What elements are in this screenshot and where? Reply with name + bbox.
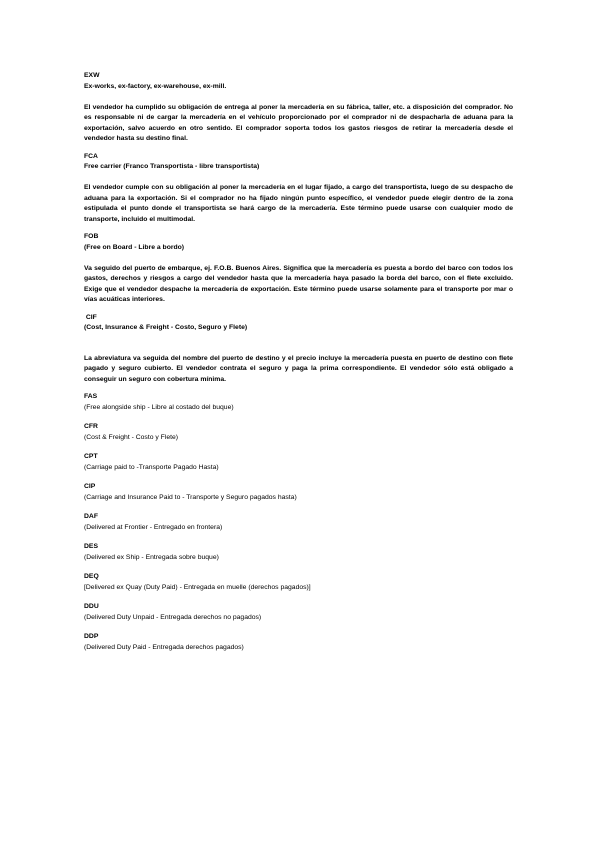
term-desc: (Cost & Freight - Costo y Flete) bbox=[84, 433, 179, 441]
term-desc: [Delivered ex Quay (Duty Paid) - Entregada en muelle (derechos pagados)] bbox=[84, 583, 311, 591]
list-item bbox=[84, 572, 513, 593]
exw-name: Ex-works, ex-factory, ex-warehouse, ex-mill. bbox=[84, 82, 227, 90]
term-code: FAS bbox=[84, 393, 98, 400]
document-page bbox=[84, 71, 513, 662]
fca-body: El vendedor cumple con su obligación al poner la mercadería en el lugar fijado, a cargo del transportista, luego de su despacho de aduana para la exportación. Si el comprador no ha fijado ningún punto específico, el vendedor puede elegir dentro de la zona estipulada el punto donde el transportista se hará cargo de la mercadería. Este término puede usarse con cualquier modo de transporte, incluido el multimodal. bbox=[84, 184, 513, 223]
term-desc: (Delivered Duty Unpaid - Entregada derechos no pagados) bbox=[84, 613, 262, 621]
term-code: CPT bbox=[84, 453, 98, 460]
list-item bbox=[84, 542, 513, 563]
list-item bbox=[84, 512, 513, 533]
term-code: DAF bbox=[84, 513, 98, 520]
term-code: DDU bbox=[84, 603, 99, 610]
cif-name: (Cost, Insurance & Freight - Costo, Seguro y Flete) bbox=[84, 324, 248, 331]
list-item bbox=[84, 422, 513, 443]
fob-name: (Free on Board - Libre a bordo) bbox=[84, 243, 185, 251]
term-desc: (Delivered at Frontier - Entregado en frontera) bbox=[84, 523, 223, 531]
term-code: CIP bbox=[84, 483, 96, 490]
term-code: DDP bbox=[84, 633, 99, 640]
exw-code: EXW bbox=[84, 72, 100, 79]
list-item bbox=[84, 632, 513, 653]
fob-code: FOB bbox=[84, 233, 99, 240]
list-item bbox=[84, 452, 513, 473]
term-desc: (Free alongside ship - Libre al costado del buque) bbox=[84, 403, 234, 411]
term-code: DES bbox=[84, 543, 98, 550]
term-desc: (Carriage paid to -Transporte Pagado Hasta) bbox=[84, 463, 219, 471]
terms-list bbox=[84, 392, 513, 653]
fca-code: FCA bbox=[84, 152, 98, 160]
term-desc: (Carriage and Insurance Paid to - Transporte y Seguro pagados hasta) bbox=[84, 493, 297, 501]
fob-body: Va seguido del puerto de embarque, ej. F.O.B. Buenos Aires. Significa que la mercadería es puesta a bordo del barco con todos los gastos, derechos y riesgos a cargo del vendedor hasta que la mercadería haya pasado la borda del barco, con el flete excluido. Exige que el vendedor despache la mercadería de exportación. Este término puede usarse solamente para el transporte por mar o vías acuáticas interiores. bbox=[84, 264, 513, 303]
term-desc: (Delivered ex Ship - Entregada sobre buque) bbox=[84, 553, 219, 561]
list-item bbox=[84, 392, 513, 413]
exw-body: El vendedor ha cumplido su obligación de entrega al poner la mercadería en su fábrica, taller, etc. a disposición del comprador. No es responsable ni de cargar la mercadería en el vehículo proporcionado por el comprador ni de despacharla de aduana para la exportación, salvo acuerdo en otro sentido. El comprador soporta todos los gastos riesgos de retirar la mercadería desde el vendedor hasta su destino final. bbox=[84, 103, 513, 142]
term-code: DEQ bbox=[84, 573, 99, 580]
list-item bbox=[84, 482, 513, 503]
term-code: CFR bbox=[84, 423, 98, 430]
list-item bbox=[84, 602, 513, 623]
fca-name: Free carrier (Franco Transportista - libre transportista) bbox=[84, 163, 260, 170]
cif-body: La abreviatura va seguida del nombre del puerto de destino y el precio incluye la mercadería puesta en puerto de destino con flete pagado y seguro cubierto. El vendedor contrata el seguro y paga la prima correspondiente. El vendedor sólo está obligado a conseguir un seguro con cobertura mínima. bbox=[84, 354, 513, 383]
term-desc: (Delivered Duty Paid - Entregada derechos pagados) bbox=[84, 643, 244, 651]
cif-code: CIF bbox=[84, 313, 97, 321]
